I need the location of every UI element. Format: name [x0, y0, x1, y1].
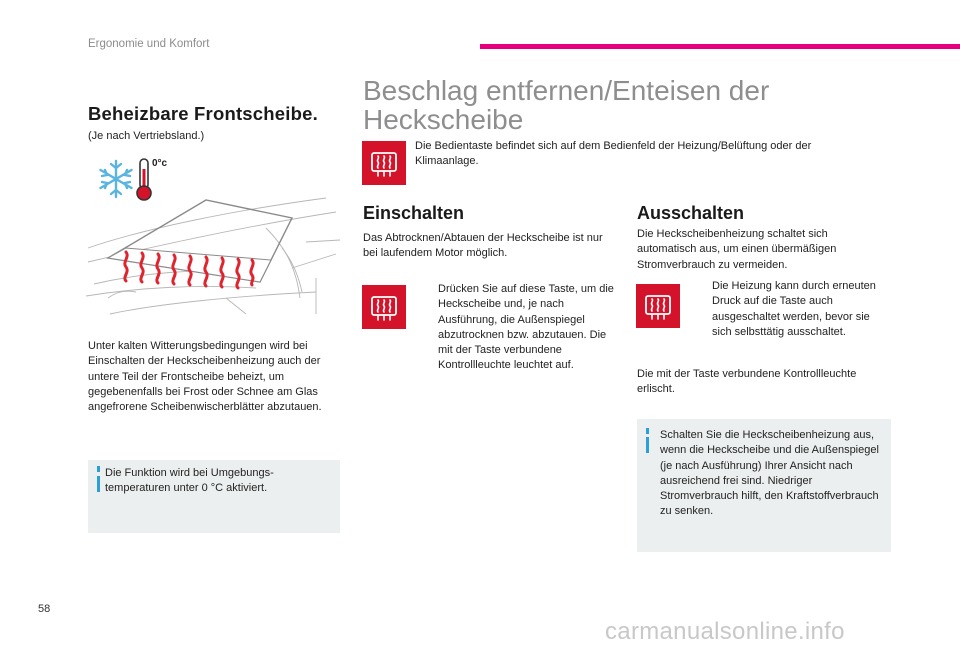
heading-einschalten: Einschalten	[363, 203, 465, 223]
note-box-energy	[637, 419, 891, 552]
einschalten-text: Das Abtrocknen/Abtauen der Heckscheibe ist nur bei laufendem Motor möglich.	[363, 232, 603, 260]
country-note: (Je nach Vertriebsland.)	[88, 130, 205, 142]
heading-ausschalten: Ausschalten	[637, 203, 745, 223]
ausschalten-text: Die Heckscheibenheizung schaltet sich automatisch aus, um einen übermäßigen Stromverbrauch zu vermeiden.	[637, 228, 837, 271]
einschalten-bullet-text: Drücken Sie auf diese Taste, um die Heckscheibe und, je nach Ausführung, die Außenspiegel abzutrocknen bzw. abzutauen. Die mit der Taste verbundene Kontrollleuchte leuchtet auf.	[438, 283, 614, 372]
intro-text: Die Bedientaste befindet sich auf dem Bedienfeld der Heizung/Belüftung oder der Klimaanlage.	[415, 140, 812, 168]
temperature-label: 0°c	[152, 158, 168, 169]
page-section-title: Beschlag entfernen/Enteisen der Heckscheibe	[363, 75, 770, 135]
info-bar-icon	[97, 466, 100, 472]
heated-windshield-illustration	[86, 188, 342, 318]
header-accent-bar	[480, 44, 960, 49]
info-bar-icon	[646, 428, 649, 434]
rear-defrost-button-icon	[362, 141, 406, 185]
ausschalten-bullet-text: Die Heizung kann durch erneuten Druck auf die Taste auch ausgeschaltet werden, bevor sie sich selbsttätig ausschaltet.	[712, 280, 876, 338]
frontscheibe-body-text: Unter kalten Witterungsbedingungen wird bei Einschalten der Heckscheibenheizung auch der untere Teil der Frontscheibe beheizt, um gegebenenfalls bei Frost oder Schnee am Glas angefrorene Scheibenwischerblätter abzutauen.	[88, 340, 322, 414]
page-number: 58	[38, 603, 51, 615]
section-header: Ergonomie und Komfort	[88, 38, 210, 50]
ausschalten-after-text: Die mit der Taste verbundene Kontrollleuchte erlischt.	[637, 368, 857, 396]
watermark: carmanualsonline.info	[605, 618, 845, 645]
note-text-temperature: Die Funktion wird bei Umgebungs-temperaturen unter 0 °C aktiviert.	[105, 467, 274, 495]
note-text-energy: Schalten Sie die Heckscheibenheizung aus, wenn die Heckscheibe und die Außenspiegel (je nach Ausführung) Ihrer Ansicht nach ausreichend frei sind. Niedriger Stromverbrauch hilft, den Kraftstoffverbrauch zu senken.	[660, 429, 879, 518]
rear-defrost-button-icon-on	[362, 285, 406, 329]
note-box-temperature	[88, 460, 340, 533]
rear-defrost-button-icon-off	[636, 284, 680, 328]
heading-beheizbare-frontscheibe: Beheizbare Frontscheibe.	[88, 103, 318, 124]
